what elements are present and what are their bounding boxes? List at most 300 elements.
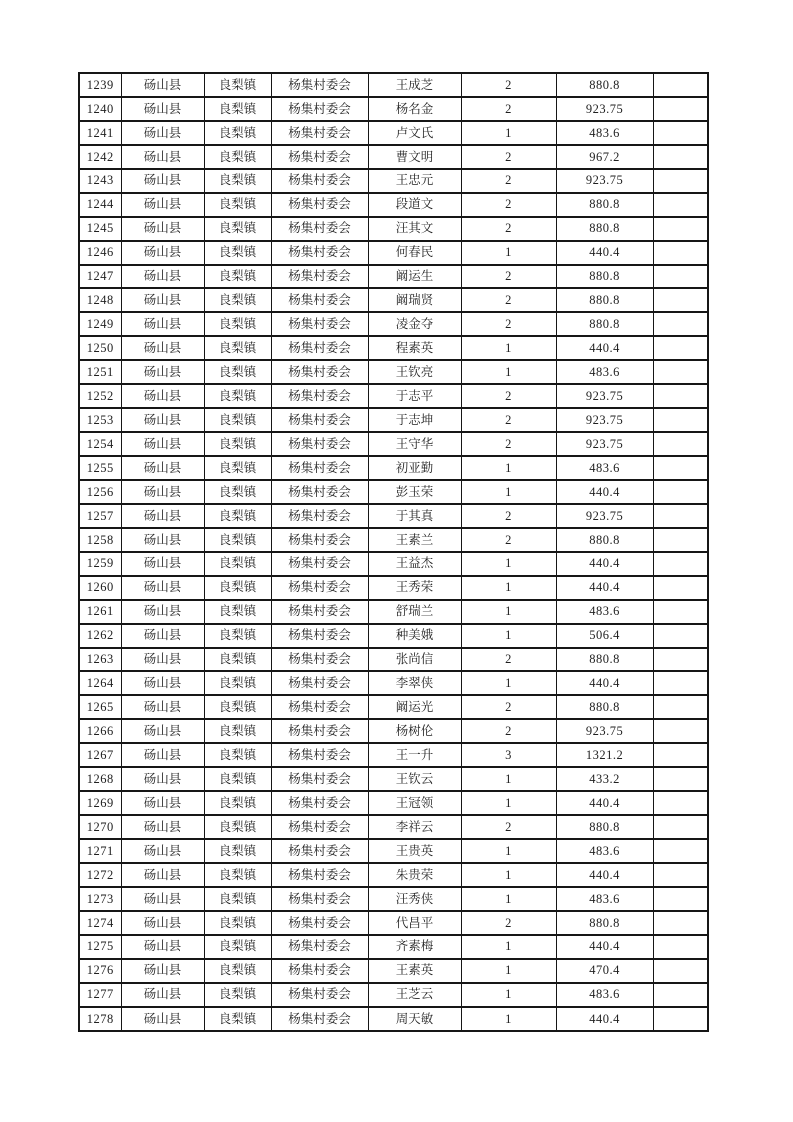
cell-amount: 483.6 [556, 456, 653, 480]
cell-village: 杨集村委会 [271, 432, 368, 456]
cell-amount: 880.8 [556, 265, 653, 289]
cell-no: 1270 [79, 815, 121, 839]
cell-town: 良梨镇 [204, 241, 271, 265]
cell-town: 良梨镇 [204, 384, 271, 408]
cell-county: 砀山县 [121, 887, 204, 911]
cell-amount: 1321.2 [556, 743, 653, 767]
cell-village: 杨集村委会 [271, 456, 368, 480]
table-row [79, 97, 708, 121]
cell-village: 杨集村委会 [271, 193, 368, 217]
cell-county: 砀山县 [121, 743, 204, 767]
cell-no: 1269 [79, 791, 121, 815]
cell-county: 砀山县 [121, 193, 204, 217]
cell-amount: 483.6 [556, 360, 653, 384]
cell-name: 杨树伦 [368, 719, 461, 743]
table-row [79, 959, 708, 983]
subsidy-table [78, 72, 709, 1032]
cell-village: 杨集村委会 [271, 624, 368, 648]
cell-count: 2 [461, 384, 556, 408]
cell-count: 1 [461, 887, 556, 911]
cell-village: 杨集村委会 [271, 695, 368, 719]
cell-note [653, 504, 708, 528]
cell-count: 2 [461, 97, 556, 121]
cell-county: 砀山县 [121, 432, 204, 456]
table-row [79, 887, 708, 911]
cell-amount: 967.2 [556, 145, 653, 169]
cell-no: 1265 [79, 695, 121, 719]
cell-county: 砀山县 [121, 528, 204, 552]
cell-town: 良梨镇 [204, 600, 271, 624]
table-row [79, 839, 708, 863]
cell-county: 砀山县 [121, 1007, 204, 1031]
cell-count: 1 [461, 863, 556, 887]
cell-name: 程素英 [368, 336, 461, 360]
cell-village: 杨集村委会 [271, 504, 368, 528]
cell-note [653, 217, 708, 241]
cell-amount: 440.4 [556, 480, 653, 504]
cell-town: 良梨镇 [204, 432, 271, 456]
table-row [79, 695, 708, 719]
table-row [79, 265, 708, 289]
cell-no: 1264 [79, 671, 121, 695]
cell-no: 1261 [79, 600, 121, 624]
cell-town: 良梨镇 [204, 815, 271, 839]
cell-count: 1 [461, 935, 556, 959]
cell-county: 砀山县 [121, 360, 204, 384]
cell-note [653, 600, 708, 624]
cell-town: 良梨镇 [204, 935, 271, 959]
cell-village: 杨集村委会 [271, 480, 368, 504]
cell-amount: 880.8 [556, 815, 653, 839]
cell-village: 杨集村委会 [271, 336, 368, 360]
cell-amount: 923.75 [556, 408, 653, 432]
cell-amount: 880.8 [556, 217, 653, 241]
cell-no: 1243 [79, 169, 121, 193]
cell-county: 砀山县 [121, 336, 204, 360]
cell-count: 1 [461, 1007, 556, 1031]
cell-no: 1254 [79, 432, 121, 456]
cell-no: 1259 [79, 552, 121, 576]
cell-name: 于志坤 [368, 408, 461, 432]
cell-no: 1256 [79, 480, 121, 504]
cell-amount: 440.4 [556, 576, 653, 600]
cell-name: 彭玉荣 [368, 480, 461, 504]
cell-amount: 440.4 [556, 336, 653, 360]
cell-amount: 483.6 [556, 983, 653, 1007]
table-row [79, 815, 708, 839]
cell-count: 1 [461, 360, 556, 384]
cell-name: 王秀荣 [368, 576, 461, 600]
table-row [79, 504, 708, 528]
cell-village: 杨集村委会 [271, 384, 368, 408]
cell-note [653, 935, 708, 959]
cell-no: 1275 [79, 935, 121, 959]
cell-village: 杨集村委会 [271, 408, 368, 432]
cell-town: 良梨镇 [204, 504, 271, 528]
cell-note [653, 695, 708, 719]
table-row [79, 719, 708, 743]
cell-no: 1267 [79, 743, 121, 767]
cell-note [653, 528, 708, 552]
cell-name: 王成芝 [368, 73, 461, 97]
cell-no: 1268 [79, 767, 121, 791]
cell-county: 砀山县 [121, 719, 204, 743]
cell-village: 杨集村委会 [271, 911, 368, 935]
cell-county: 砀山县 [121, 504, 204, 528]
table-row [79, 552, 708, 576]
cell-name: 王钦云 [368, 767, 461, 791]
table-row [79, 528, 708, 552]
cell-town: 良梨镇 [204, 408, 271, 432]
cell-count: 2 [461, 265, 556, 289]
cell-village: 杨集村委会 [271, 1007, 368, 1031]
cell-name: 杨名金 [368, 97, 461, 121]
cell-note [653, 983, 708, 1007]
cell-village: 杨集村委会 [271, 528, 368, 552]
cell-town: 良梨镇 [204, 671, 271, 695]
table-row [79, 336, 708, 360]
cell-name: 于志平 [368, 384, 461, 408]
cell-amount: 880.8 [556, 648, 653, 672]
cell-name: 段道文 [368, 193, 461, 217]
cell-no: 1278 [79, 1007, 121, 1031]
cell-name: 汪其文 [368, 217, 461, 241]
cell-note [653, 552, 708, 576]
cell-count: 1 [461, 839, 556, 863]
cell-note [653, 648, 708, 672]
cell-county: 砀山县 [121, 983, 204, 1007]
cell-no: 1245 [79, 217, 121, 241]
cell-town: 良梨镇 [204, 97, 271, 121]
cell-village: 杨集村委会 [271, 935, 368, 959]
cell-village: 杨集村委会 [271, 959, 368, 983]
cell-count: 2 [461, 408, 556, 432]
cell-county: 砀山县 [121, 121, 204, 145]
cell-no: 1277 [79, 983, 121, 1007]
cell-county: 砀山县 [121, 169, 204, 193]
table-row [79, 576, 708, 600]
cell-no: 1252 [79, 384, 121, 408]
cell-count: 2 [461, 288, 556, 312]
cell-county: 砀山县 [121, 600, 204, 624]
table-row [79, 408, 708, 432]
cell-county: 砀山县 [121, 695, 204, 719]
cell-county: 砀山县 [121, 791, 204, 815]
cell-name: 于其真 [368, 504, 461, 528]
cell-name: 王益杰 [368, 552, 461, 576]
cell-name: 阚运光 [368, 695, 461, 719]
cell-count: 1 [461, 121, 556, 145]
cell-count: 1 [461, 983, 556, 1007]
cell-town: 良梨镇 [204, 288, 271, 312]
cell-town: 良梨镇 [204, 863, 271, 887]
table-row [79, 624, 708, 648]
cell-town: 良梨镇 [204, 624, 271, 648]
cell-county: 砀山县 [121, 384, 204, 408]
table-row [79, 73, 708, 97]
cell-amount: 880.8 [556, 911, 653, 935]
cell-note [653, 480, 708, 504]
cell-name: 张尚信 [368, 648, 461, 672]
cell-town: 良梨镇 [204, 839, 271, 863]
cell-no: 1260 [79, 576, 121, 600]
cell-town: 良梨镇 [204, 959, 271, 983]
cell-county: 砀山县 [121, 624, 204, 648]
cell-county: 砀山县 [121, 648, 204, 672]
cell-note [653, 624, 708, 648]
cell-amount: 440.4 [556, 671, 653, 695]
cell-village: 杨集村委会 [271, 241, 368, 265]
cell-count: 2 [461, 815, 556, 839]
cell-note [653, 169, 708, 193]
cell-county: 砀山县 [121, 671, 204, 695]
cell-note [653, 265, 708, 289]
cell-no: 1251 [79, 360, 121, 384]
cell-no: 1255 [79, 456, 121, 480]
cell-no: 1248 [79, 288, 121, 312]
cell-note [653, 576, 708, 600]
table-row [79, 432, 708, 456]
cell-amount: 880.8 [556, 288, 653, 312]
cell-note [653, 743, 708, 767]
cell-no: 1266 [79, 719, 121, 743]
cell-village: 杨集村委会 [271, 767, 368, 791]
cell-village: 杨集村委会 [271, 719, 368, 743]
cell-amount: 923.75 [556, 97, 653, 121]
cell-count: 2 [461, 145, 556, 169]
cell-amount: 440.4 [556, 935, 653, 959]
cell-no: 1262 [79, 624, 121, 648]
cell-name: 曹文明 [368, 145, 461, 169]
cell-amount: 470.4 [556, 959, 653, 983]
cell-name: 王钦亮 [368, 360, 461, 384]
cell-note [653, 959, 708, 983]
cell-town: 良梨镇 [204, 791, 271, 815]
cell-note [653, 97, 708, 121]
cell-town: 良梨镇 [204, 217, 271, 241]
cell-town: 良梨镇 [204, 312, 271, 336]
table-row [79, 169, 708, 193]
cell-town: 良梨镇 [204, 695, 271, 719]
cell-note [653, 863, 708, 887]
cell-amount: 440.4 [556, 552, 653, 576]
cell-town: 良梨镇 [204, 743, 271, 767]
cell-note [653, 815, 708, 839]
cell-town: 良梨镇 [204, 73, 271, 97]
cell-amount: 880.8 [556, 73, 653, 97]
cell-no: 1273 [79, 887, 121, 911]
cell-amount: 483.6 [556, 600, 653, 624]
cell-count: 2 [461, 648, 556, 672]
cell-name: 李翠侠 [368, 671, 461, 695]
cell-count: 2 [461, 217, 556, 241]
cell-county: 砀山县 [121, 217, 204, 241]
cell-count: 1 [461, 456, 556, 480]
cell-village: 杨集村委会 [271, 815, 368, 839]
cell-county: 砀山县 [121, 145, 204, 169]
cell-count: 1 [461, 576, 556, 600]
cell-no: 1250 [79, 336, 121, 360]
cell-name: 王贵英 [368, 839, 461, 863]
cell-note [653, 791, 708, 815]
cell-name: 王素英 [368, 959, 461, 983]
cell-village: 杨集村委会 [271, 288, 368, 312]
cell-no: 1239 [79, 73, 121, 97]
cell-county: 砀山县 [121, 552, 204, 576]
table-row [79, 217, 708, 241]
table-row [79, 480, 708, 504]
cell-village: 杨集村委会 [271, 600, 368, 624]
cell-count: 1 [461, 624, 556, 648]
cell-town: 良梨镇 [204, 193, 271, 217]
cell-amount: 433.2 [556, 767, 653, 791]
table-row [79, 863, 708, 887]
cell-county: 砀山县 [121, 288, 204, 312]
cell-note [653, 288, 708, 312]
cell-county: 砀山县 [121, 408, 204, 432]
cell-count: 1 [461, 600, 556, 624]
cell-amount: 880.8 [556, 528, 653, 552]
cell-count: 2 [461, 73, 556, 97]
cell-county: 砀山县 [121, 839, 204, 863]
cell-no: 1276 [79, 959, 121, 983]
cell-village: 杨集村委会 [271, 121, 368, 145]
cell-count: 1 [461, 552, 556, 576]
table-row [79, 1007, 708, 1031]
cell-village: 杨集村委会 [271, 97, 368, 121]
cell-no: 1244 [79, 193, 121, 217]
cell-no: 1272 [79, 863, 121, 887]
cell-note [653, 839, 708, 863]
cell-name: 王一升 [368, 743, 461, 767]
cell-village: 杨集村委会 [271, 839, 368, 863]
table-row [79, 600, 708, 624]
cell-no: 1258 [79, 528, 121, 552]
cell-no: 1242 [79, 145, 121, 169]
cell-town: 良梨镇 [204, 1007, 271, 1031]
cell-name: 齐素梅 [368, 935, 461, 959]
table-row [79, 456, 708, 480]
table-row [79, 911, 708, 935]
cell-name: 种美娥 [368, 624, 461, 648]
cell-count: 2 [461, 911, 556, 935]
cell-no: 1249 [79, 312, 121, 336]
cell-village: 杨集村委会 [271, 360, 368, 384]
cell-name: 王忠元 [368, 169, 461, 193]
cell-count: 3 [461, 743, 556, 767]
cell-town: 良梨镇 [204, 576, 271, 600]
cell-note [653, 336, 708, 360]
cell-amount: 923.75 [556, 504, 653, 528]
cell-town: 良梨镇 [204, 648, 271, 672]
cell-town: 良梨镇 [204, 169, 271, 193]
cell-county: 砀山县 [121, 456, 204, 480]
cell-town: 良梨镇 [204, 552, 271, 576]
table-row [79, 312, 708, 336]
cell-count: 1 [461, 671, 556, 695]
cell-town: 良梨镇 [204, 887, 271, 911]
cell-village: 杨集村委会 [271, 576, 368, 600]
cell-count: 1 [461, 336, 556, 360]
cell-note [653, 312, 708, 336]
cell-county: 砀山县 [121, 576, 204, 600]
table-row [79, 145, 708, 169]
cell-village: 杨集村委会 [271, 983, 368, 1007]
cell-note [653, 887, 708, 911]
cell-county: 砀山县 [121, 480, 204, 504]
cell-note [653, 767, 708, 791]
cell-no: 1247 [79, 265, 121, 289]
cell-note [653, 241, 708, 265]
cell-count: 2 [461, 193, 556, 217]
cell-note [653, 408, 708, 432]
cell-note [653, 73, 708, 97]
cell-note [653, 432, 708, 456]
cell-name: 舒瑞兰 [368, 600, 461, 624]
cell-village: 杨集村委会 [271, 552, 368, 576]
cell-no: 1274 [79, 911, 121, 935]
cell-county: 砀山县 [121, 97, 204, 121]
cell-name: 何春民 [368, 241, 461, 265]
cell-amount: 506.4 [556, 624, 653, 648]
cell-count: 2 [461, 169, 556, 193]
cell-note [653, 384, 708, 408]
cell-village: 杨集村委会 [271, 169, 368, 193]
table-row [79, 935, 708, 959]
cell-no: 1253 [79, 408, 121, 432]
cell-amount: 880.8 [556, 312, 653, 336]
cell-village: 杨集村委会 [271, 73, 368, 97]
cell-count: 1 [461, 959, 556, 983]
table-row [79, 671, 708, 695]
cell-count: 2 [461, 695, 556, 719]
cell-count: 2 [461, 312, 556, 336]
cell-town: 良梨镇 [204, 145, 271, 169]
table-body [79, 73, 708, 1031]
cell-town: 良梨镇 [204, 265, 271, 289]
cell-note [653, 1007, 708, 1031]
cell-town: 良梨镇 [204, 336, 271, 360]
cell-village: 杨集村委会 [271, 791, 368, 815]
cell-county: 砀山县 [121, 863, 204, 887]
cell-no: 1257 [79, 504, 121, 528]
cell-count: 1 [461, 241, 556, 265]
cell-count: 1 [461, 791, 556, 815]
cell-village: 杨集村委会 [271, 217, 368, 241]
cell-county: 砀山县 [121, 935, 204, 959]
cell-amount: 923.75 [556, 384, 653, 408]
cell-name: 阚运生 [368, 265, 461, 289]
cell-count: 2 [461, 504, 556, 528]
cell-county: 砀山县 [121, 911, 204, 935]
cell-county: 砀山县 [121, 265, 204, 289]
cell-note [653, 193, 708, 217]
cell-no: 1263 [79, 648, 121, 672]
cell-village: 杨集村委会 [271, 648, 368, 672]
cell-town: 良梨镇 [204, 719, 271, 743]
cell-name: 卢文氏 [368, 121, 461, 145]
table-row [79, 121, 708, 145]
cell-no: 1271 [79, 839, 121, 863]
cell-amount: 440.4 [556, 1007, 653, 1031]
table-row [79, 791, 708, 815]
cell-note [653, 719, 708, 743]
table-row [79, 648, 708, 672]
cell-amount: 483.6 [556, 839, 653, 863]
cell-no: 1240 [79, 97, 121, 121]
cell-amount: 923.75 [556, 719, 653, 743]
cell-name: 汪秀侠 [368, 887, 461, 911]
